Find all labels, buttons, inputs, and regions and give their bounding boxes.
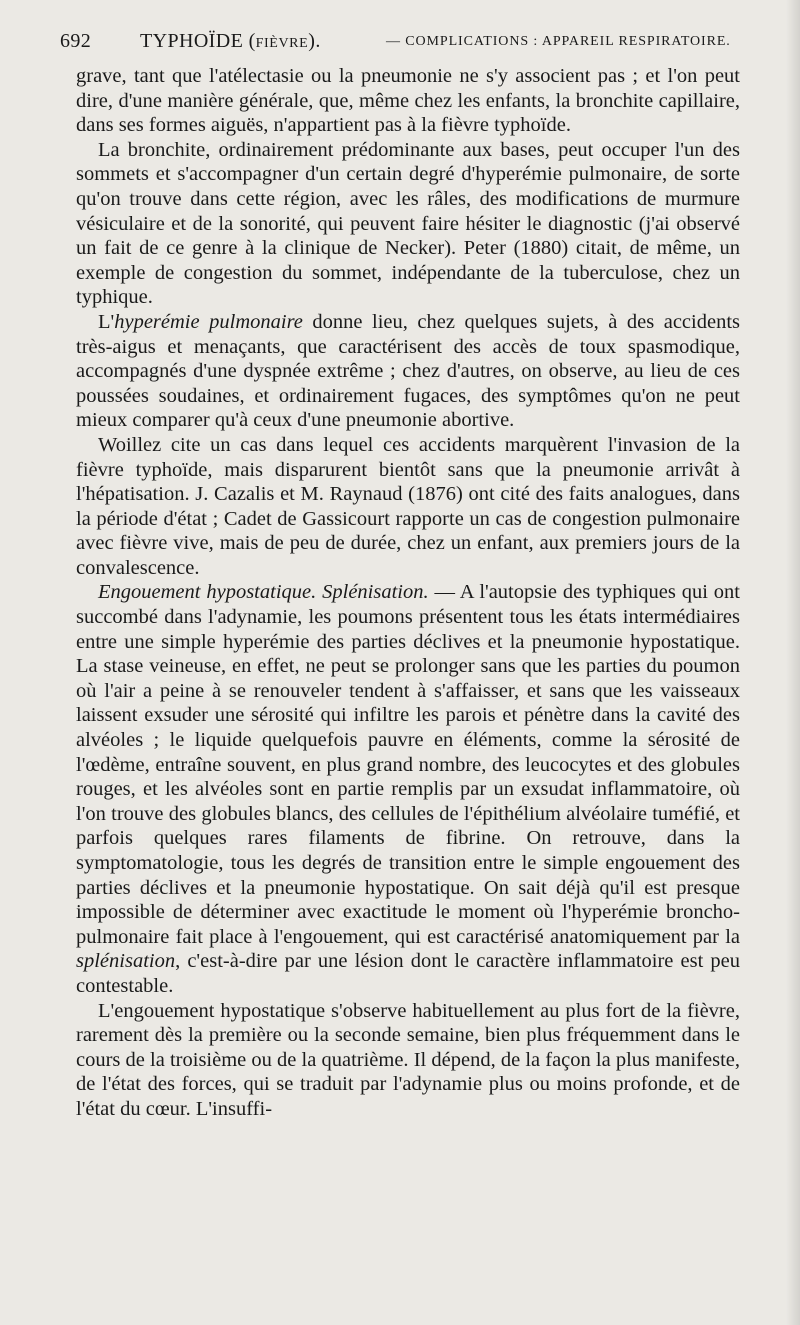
running-title xyxy=(140,30,321,53)
section-heading-italic: Engouement hypostatique. Splénisation. xyxy=(98,581,429,604)
paragraph-text: — A l'autopsie des typhiques qui ont succombé dans l'adynamie, les poumons présentent tous les états intermédiaires entre une simple hyperémie des parties déclives et la pneumonie hypostatique. La stase veineuse, en effet, ne peut se prolonger sans que les parties du poumon où l'air a peine à se renouveler tendent à s'affaisser, et sans que les vaisseaux laissent exsuder une sérosité qui infiltre les parois et pénètre dans la cavité des alvéoles ; le liquide quelquefois pauvre en éléments, comme la sérosité de l'œdème, entraîne souvent, en plus grand nombre, des leucocytes et des globules rouges, et les alvéoles sont en partie remplis par un exsudat inflammatoire, où l'on trouve des globules blancs, des cellules de l'épithélium alvéolaire tuméfié, et parfois quelques rares filaments de fibrine. On retrouve, dans la symptomatologie, tous les degrés de transition entre le simple engouement des parties déclives et la pneumonie hypostatique. On sait déjà qu'il est presque impossible de déterminer avec exactitude le moment où l'hyperémie broncho-pulmonaire fait place à l'engouement, qui est caractérisé anatomiquement par la xyxy=(76,581,741,948)
paragraph-lead: L' xyxy=(98,310,115,333)
running-section: — COMPLICATIONS : APPAREIL RESPIRATOIRE. xyxy=(386,34,731,49)
paragraph-italic-term: hyperémie pulmonaire xyxy=(114,310,303,333)
page-number: 692 xyxy=(60,30,92,52)
paragraph-text: grave, tant que l'atélectasie ou la pneumonie ne s'y associent pas ; et l'on peut dire, d'une manière générale, que, même chez les enfants, la bronchite capillaire, dans ses formes aiguës, n'appartient pas à la fièvre typhoïde. xyxy=(76,65,740,137)
paragraph xyxy=(76,999,740,1122)
paragraph-text: L'engouement hypostatique s'observe habituellement au plus fort de la fièvre, rarement dès la première ou la seconde semaine, bien plus fréquemment dans le cours de la troisième ou de la quatrième. Il dépend, de la façon la plus manifeste, de l'état des forces, qui se traduit par l'adynamie plus ou moins profonde, et de l'état du cœur. L'insuffi- xyxy=(76,999,740,1120)
page-edge-shadow xyxy=(786,0,800,1325)
paragraph-text: Woillez cite un cas dans lequel ces accidents marquèrent l'invasion de la fièvre typhoïde, mais disparurent bientôt sans que la pneumonie arrivât à l'hépatisation. J. Cazalis et M. Raynaud (1876) ont cité des faits analogues, dans la période d'état ; Cadet de Gassicourt rapporte un cas de congestion pulmonaire avec fièvre vive, mais de peu de durée, chez un enfant, aux premiers jours de la convalescence. xyxy=(76,433,740,579)
paragraph-italic-term: splénisation xyxy=(76,950,176,973)
running-title-small-caps: FIÈVRE xyxy=(255,36,309,51)
paragraph xyxy=(76,580,740,998)
paragraph-text: donne lieu, chez quelques sujets, à des accidents très-aigus et menaçants, que caractérisent des accès de toux spasmodique, accompagnés d'une dyspnée extrême ; chez d'autres, on observe, au lieu de ces poussées soudaines, et ordinairement fugaces, des symptômes qu'on ne peut mieux comparer qu'à ceux d'une pneumonie abortive. xyxy=(76,310,740,432)
body-text xyxy=(76,64,740,1122)
paragraph-text-tail: , c'est-à-dire par une lésion dont le caractère inflammatoire est peu contestable. xyxy=(76,950,740,997)
paragraph-text: La bronchite, ordinairement prédominante aux bases, peut occuper l'un des sommets et s'accompagner d'un certain degré d'hyperémie pulmonaire, de sorte qu'on trouve dans cette région, avec les râles, des modifications de murmure vésiculaire et de la sonorité, qui peuvent faire hésiter le diagnostic (j'ai observé un fait de ce genre à la clinique de Necker). Peter (1880) citait, de même, un exemple de congestion du sommet, indépendante de la tuberculose, chez un typhique. xyxy=(76,138,740,309)
paragraph xyxy=(76,138,740,310)
running-head xyxy=(60,30,740,56)
paragraph xyxy=(76,64,740,138)
running-title-main: TYPHOÏDE ( xyxy=(140,30,256,52)
running-title-close: ). xyxy=(308,30,321,52)
paragraph xyxy=(76,310,740,433)
paragraph xyxy=(76,433,740,581)
